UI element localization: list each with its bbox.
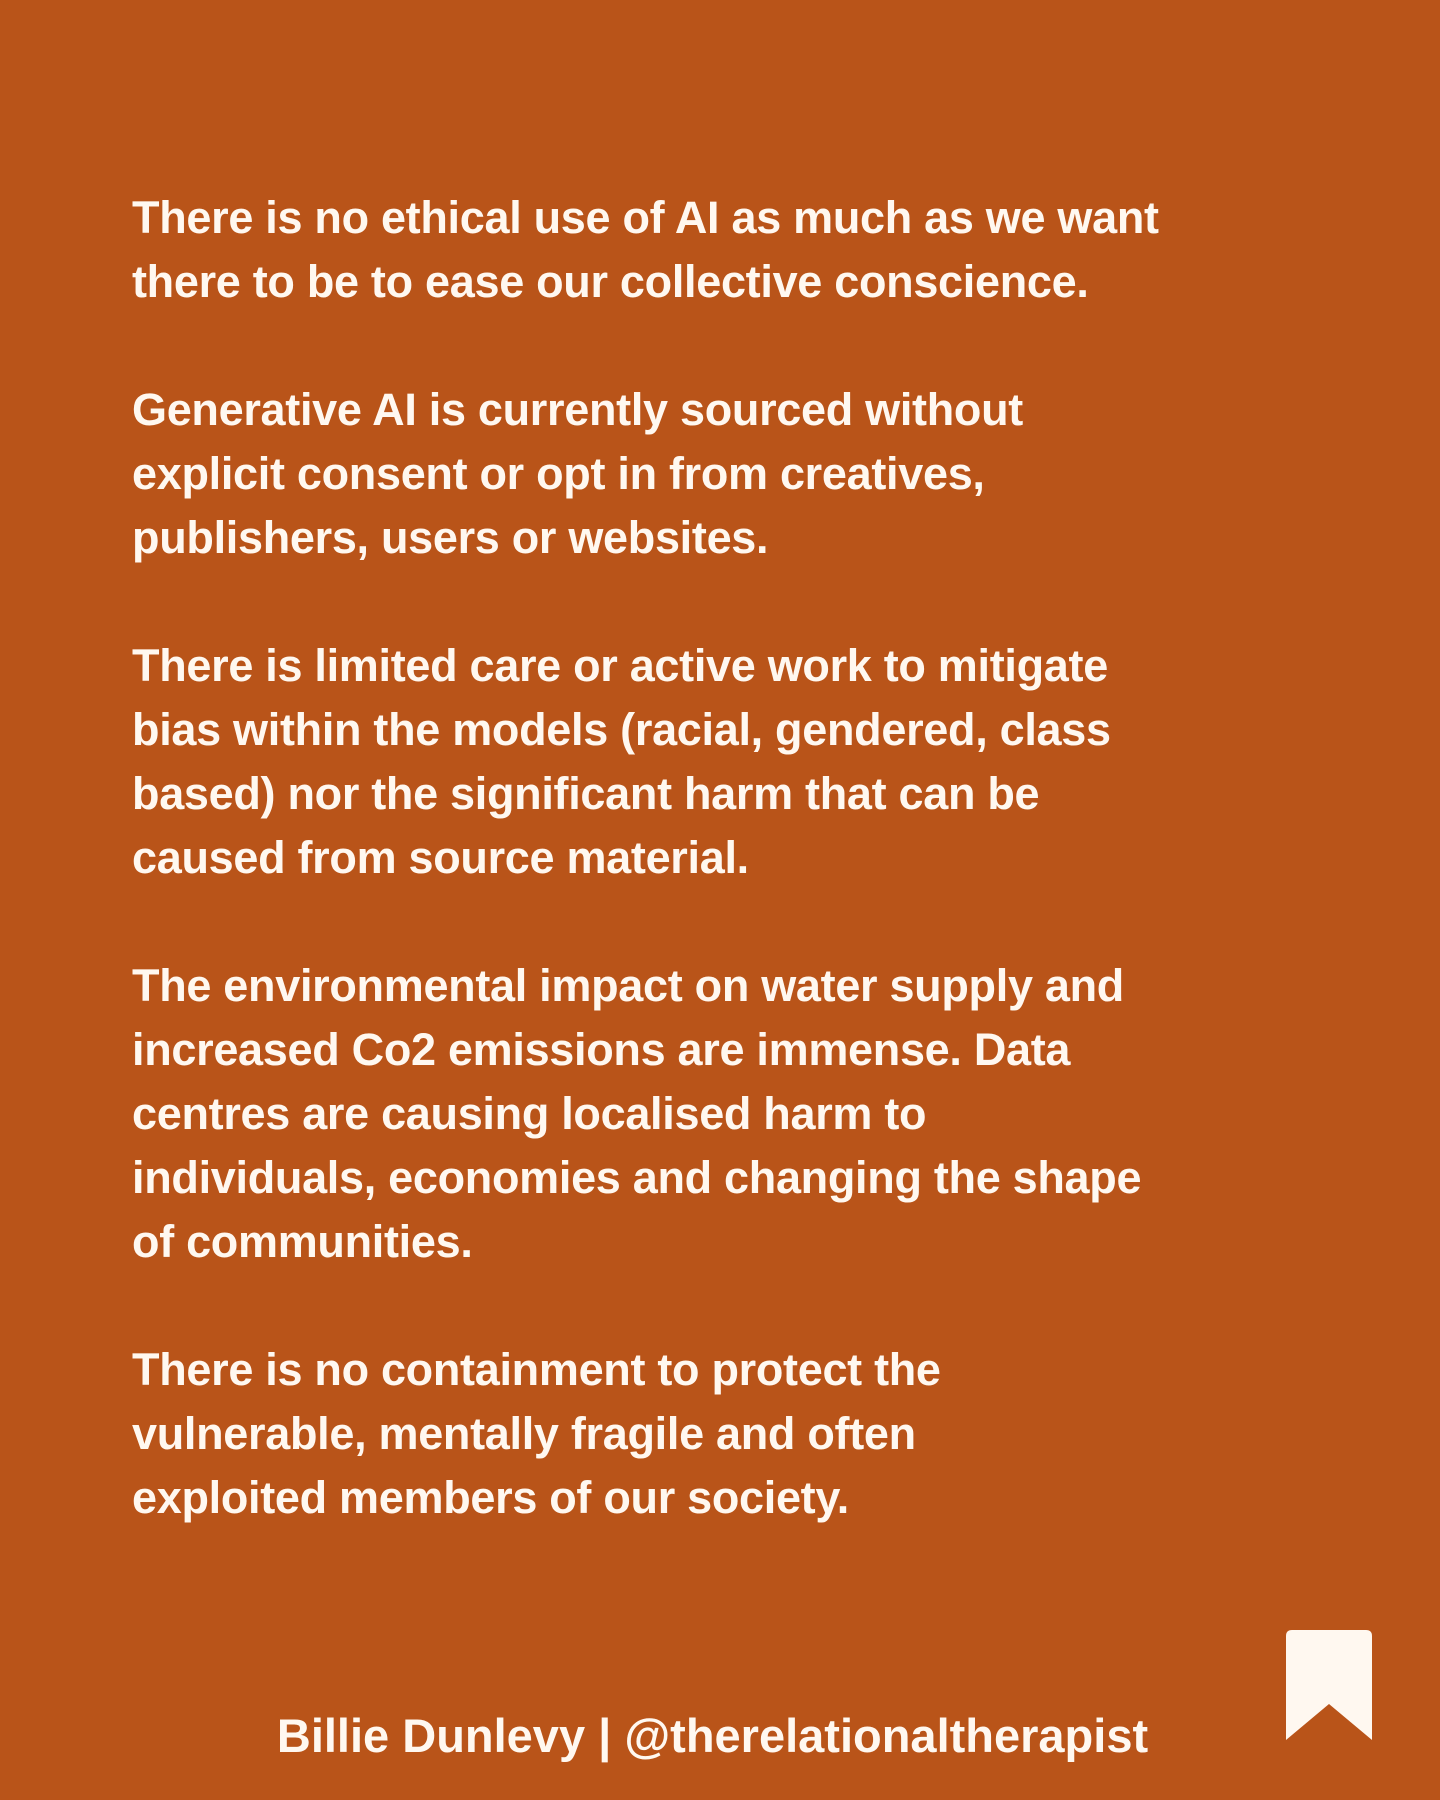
text-line: centres are causing localised harm to xyxy=(132,1088,927,1139)
text-line: There is no ethical use of AI as much as we want xyxy=(132,192,1159,243)
text-line: based) nor the significant harm that can be xyxy=(132,768,1040,819)
author-attribution: Billie Dunlevy | @therelationaltherapist xyxy=(276,1709,1149,1762)
text-line: bias within the models (racial, gendered, class xyxy=(132,704,1111,755)
text-line: explicit consent or opt in from creatives, xyxy=(132,448,985,499)
text-line: vulnerable, mentally fragile and often xyxy=(132,1408,916,1459)
text-line: there to be to ease our collective conscience. xyxy=(132,256,1089,307)
text-line: There is limited care or active work to mitigate xyxy=(132,640,1108,691)
statement-body xyxy=(132,186,1372,1594)
text-line: increased Co2 emissions are immense. Data xyxy=(132,1024,1071,1075)
bookmark-icon[interactable] xyxy=(1286,1630,1372,1740)
text-line: Generative AI is currently sourced without xyxy=(132,384,1023,435)
text-line: individuals, economies and changing the shape xyxy=(132,1152,1142,1203)
text-line: exploited members of our society. xyxy=(132,1472,849,1523)
paragraph-ethics xyxy=(132,186,1372,314)
text-line: of communities. xyxy=(132,1216,473,1267)
paragraph-bias xyxy=(132,634,1372,890)
paragraph-consent xyxy=(132,378,1372,570)
text-line: There is no containment to protect the xyxy=(132,1344,941,1395)
text-line: publishers, users or websites. xyxy=(132,512,769,563)
text-line: The environmental impact on water supply and xyxy=(132,960,1124,1011)
paragraph-vulnerable xyxy=(132,1338,1372,1530)
paragraph-environment xyxy=(132,954,1372,1274)
text-line: caused from source material. xyxy=(132,832,749,883)
